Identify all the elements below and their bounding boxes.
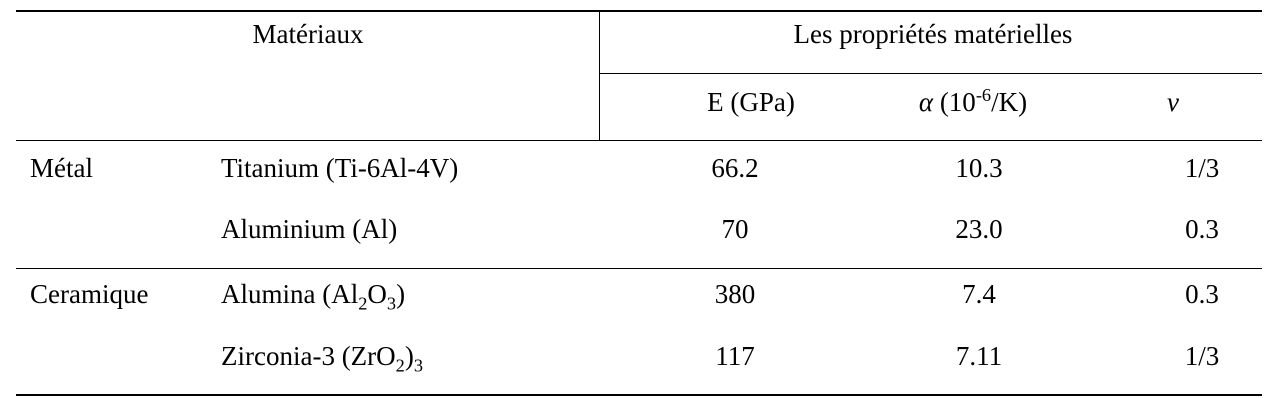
alumina-al-subscript: 2: [358, 293, 368, 314]
alpha-unit-exponent: -6: [975, 84, 992, 105]
aluminium-nu: 0.3: [1185, 214, 1219, 244]
alpha-header: [919, 86, 1027, 118]
properties-subheader-rule: [600, 73, 1262, 74]
zirconia-outer-subscript: 3: [413, 355, 424, 376]
zirconia-prefix: Zirconia-3 (ZrO: [221, 341, 396, 371]
material-properties-table: [16, 10, 1262, 396]
aluminium-e: 70: [721, 214, 749, 244]
nu-header: ν: [1167, 87, 1179, 117]
alumina-oxygen: O: [367, 279, 387, 309]
alumina-suffix: ): [396, 279, 406, 309]
properties-header: Les propriétés matérielles: [793, 19, 1073, 49]
zirconia-alpha: 7.11: [955, 341, 1003, 371]
top-rule: [16, 10, 1262, 12]
group-metal: Métal: [30, 153, 93, 183]
alumina-nu: 0.3: [1185, 279, 1219, 309]
zirconia-e: 117: [715, 341, 755, 371]
zirconia-oxide-subscript: 2: [395, 355, 405, 376]
column-divider: [599, 10, 600, 141]
group-ceramique: Ceramique: [30, 279, 149, 309]
bottom-rule: [16, 394, 1262, 396]
alpha-unit-suffix: /K): [991, 87, 1028, 117]
alumina-prefix: Alumina (Al: [221, 279, 359, 309]
material-aluminium: Aluminium (Al): [221, 214, 398, 244]
titanium-nu: 1/3: [1184, 153, 1220, 183]
alumina-alpha: 7.4: [962, 279, 996, 309]
material-zirconia: [221, 340, 424, 376]
material-titanium: Titanium (Ti-6Al-4V): [221, 153, 459, 183]
group-separator-rule: [16, 268, 1262, 269]
alpha-symbol: α: [918, 87, 934, 117]
alumina-e: 380: [714, 279, 756, 309]
material-alumina: [221, 278, 406, 314]
alpha-unit-prefix: (10: [939, 87, 976, 117]
aluminium-alpha: 23.0: [955, 214, 1003, 244]
alumina-o-subscript: 3: [386, 293, 397, 314]
e-header: E (GPa): [707, 87, 795, 117]
zirconia-nu: 1/3: [1184, 341, 1220, 371]
titanium-alpha: 10.3: [955, 153, 1003, 183]
header-bottom-rule: [16, 140, 1262, 141]
materials-header: Matériaux: [252, 19, 364, 49]
titanium-e: 66.2: [711, 153, 759, 183]
zirconia-close-paren: ): [404, 341, 414, 371]
